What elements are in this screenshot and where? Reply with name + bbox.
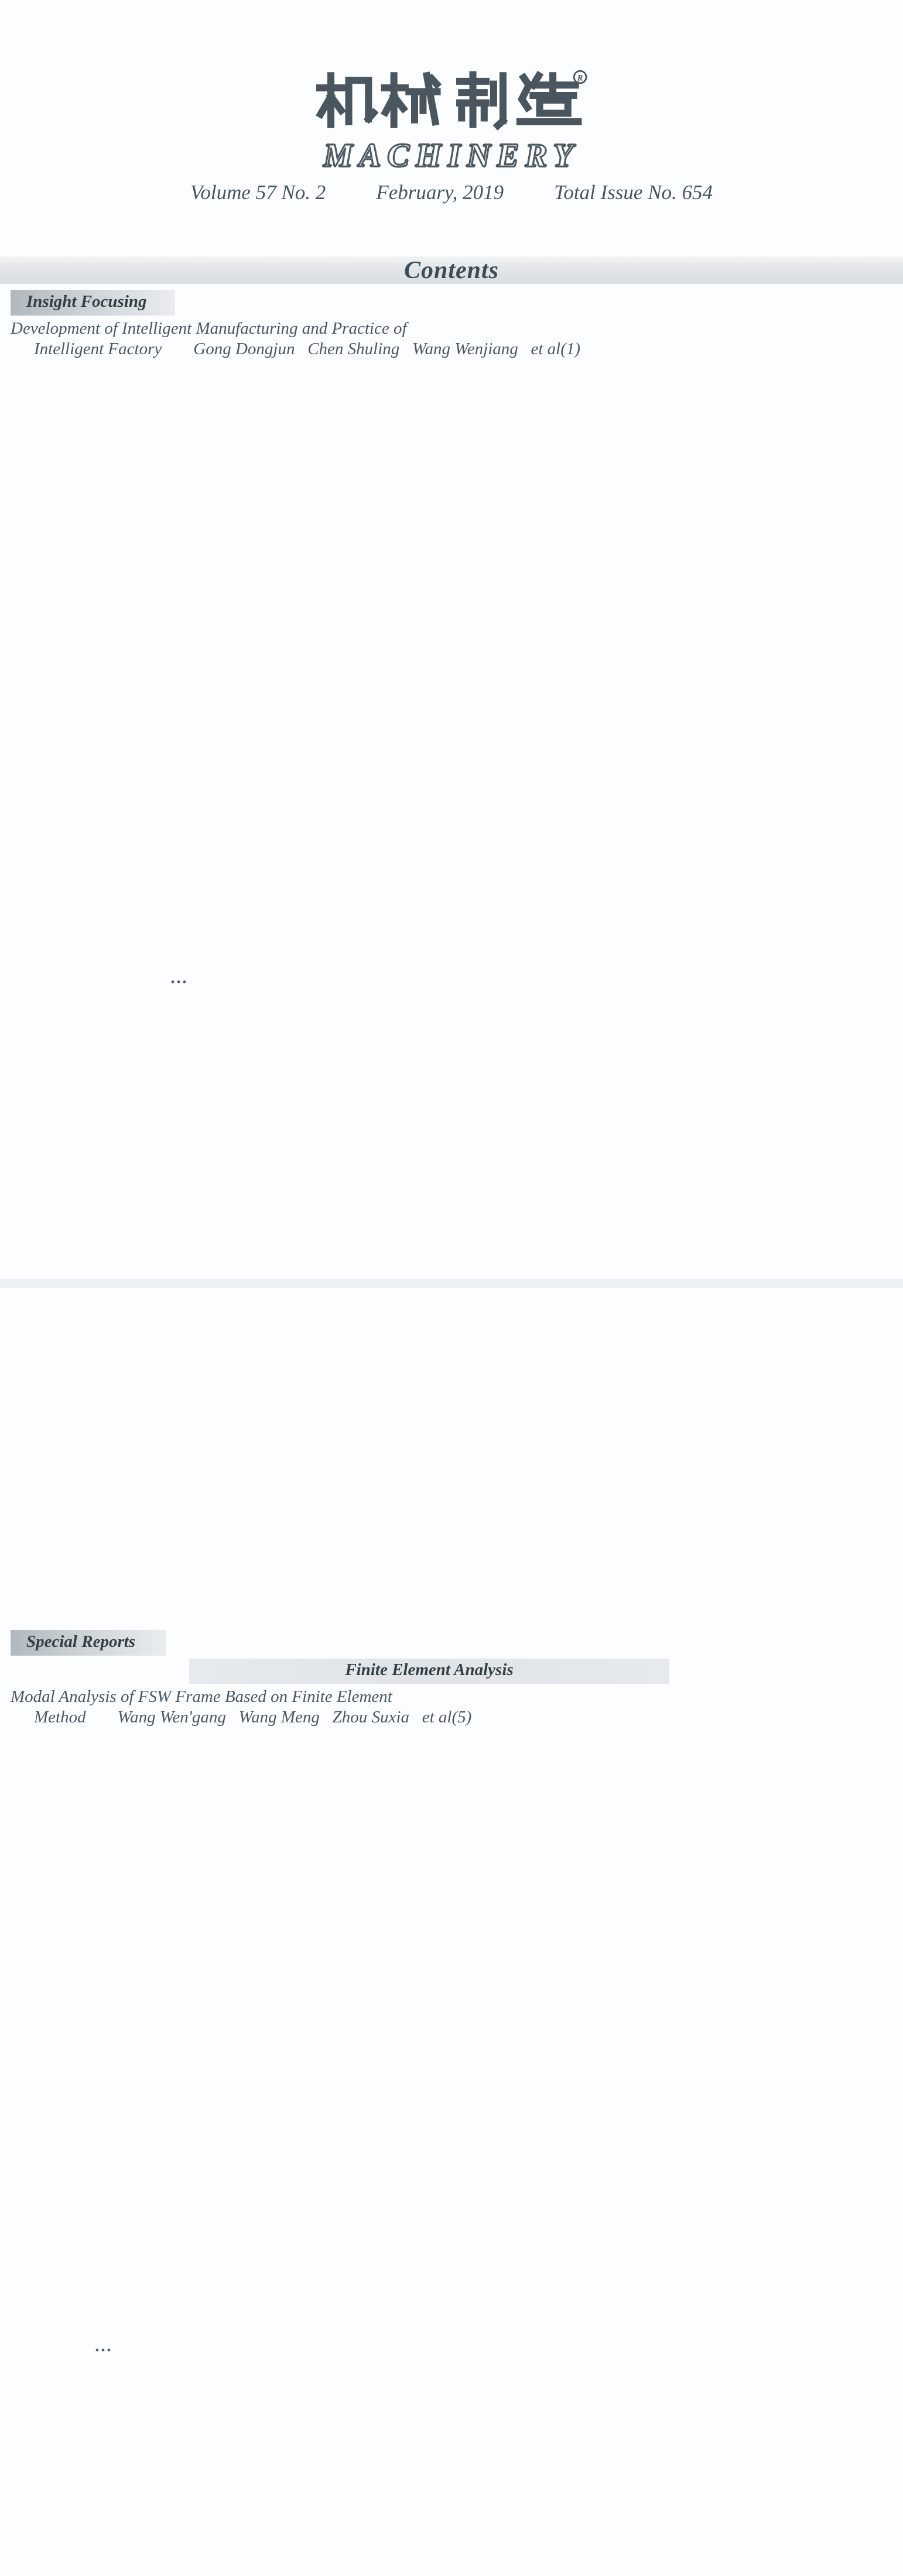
issue-date: February, 2019 bbox=[376, 181, 504, 204]
issue-info-line bbox=[0, 180, 903, 205]
entry-title: Method bbox=[34, 1708, 86, 1727]
entry-title-line: Modal Analysis of FSW Frame Based on Finite Element bbox=[11, 1687, 392, 1706]
contents-title-band bbox=[0, 256, 903, 284]
section-band: Special Reports bbox=[11, 1630, 166, 1656]
entry-authors: Wang Wen'gang Wang Meng Zhou Suxia et al bbox=[117, 1708, 452, 1727]
journal-header bbox=[0, 0, 903, 205]
entry-title-line: Development of Intelligent Manufacturing and Practice of bbox=[11, 319, 407, 338]
entry-page: (5) bbox=[452, 1708, 472, 1727]
contents-title: Contents bbox=[403, 256, 500, 284]
subsection-band: Finite Element Analysis bbox=[189, 1659, 669, 1684]
entry-leader-row bbox=[11, 1707, 848, 2576]
toc-entry bbox=[11, 1687, 848, 2576]
dot-leader bbox=[170, 978, 186, 986]
registered-trademark-icon bbox=[574, 71, 586, 83]
volume-number: Volume 57 No. 2 bbox=[190, 181, 326, 204]
entry-page: (1) bbox=[560, 340, 581, 358]
total-issue-number: Total Issue No. 654 bbox=[554, 181, 713, 204]
toc-entry bbox=[11, 318, 848, 1627]
svg-text:R: R bbox=[577, 73, 583, 83]
entry-title: Intelligent Factory bbox=[34, 340, 162, 358]
dot-leader bbox=[94, 2346, 111, 2354]
section-band-row bbox=[11, 1630, 848, 1656]
section-band-row bbox=[11, 290, 848, 316]
journal-logo-en: MACHINERY bbox=[323, 138, 580, 174]
section-band: Insight Focusing bbox=[11, 290, 175, 316]
journal-logo-cn bbox=[314, 69, 589, 131]
logo-cn-glyphs bbox=[314, 69, 589, 131]
page-bottom-strip bbox=[0, 1279, 903, 1288]
entry-leader-row bbox=[11, 339, 848, 1627]
toc bbox=[11, 290, 848, 2576]
entry-authors: Gong Dongjun Chen Shuling Wang Wenjiang et al bbox=[193, 340, 561, 358]
